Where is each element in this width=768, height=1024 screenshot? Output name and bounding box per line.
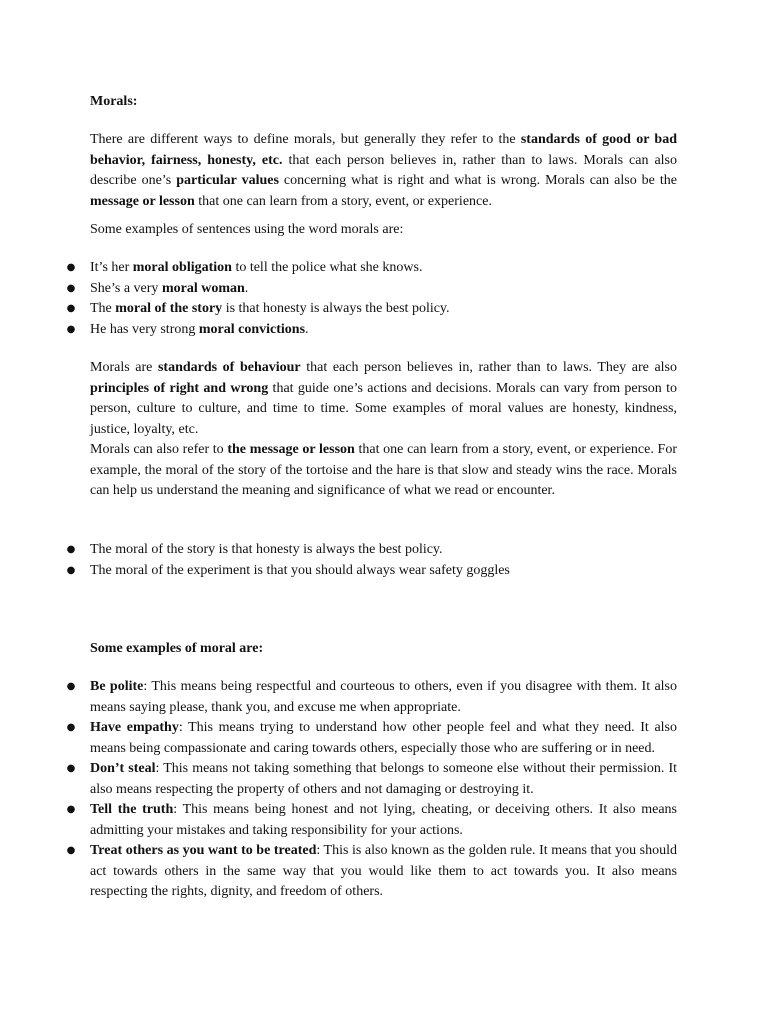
list-item [66,561,677,582]
bold-term: moral of the story [115,301,223,316]
bold-term: the message or lesson [227,442,355,457]
bold-term: message or lesson [90,193,195,209]
text-run: He has very strong [90,321,199,337]
bullet-icon: ● [66,763,76,774]
paragraph-lesson [90,440,677,502]
text-run: There are different ways to define morals, but generally they refer to the [90,132,521,147]
bold-term: Have empathy [90,720,179,735]
bold-term: Don’t steal [90,761,156,776]
text-run: that guide one’s actions and decisions. Morals can vary from person to person, culture to culture, and time to time. Some examples of moral values are honesty, kindness, justice, loyalty, etc. [90,380,678,437]
text-run: that each person believes in, rather than to laws. Morals can also describe one’s [90,152,677,188]
list-item [66,279,677,300]
text-run: . [305,321,309,337]
text-run: The moral of the story is that honesty is always the best policy. [90,542,443,557]
bullet-icon: ● [66,323,76,335]
moral-examples-list [66,540,677,581]
list-item [66,800,677,841]
list-item [66,841,677,903]
section-heading: Some examples of moral are: [90,641,264,656]
paragraph-examples-intro: Some examples of sentences using the word morals are: [90,222,404,237]
bold-term: principles of right and wrong [90,380,269,396]
text-run: . [244,280,249,296]
paragraph-definition [90,130,677,212]
bold-term: particular values [176,173,279,188]
text-run: : This is also known as the golden rule. It means that you should act towards others in the same way that you would like them to act towards you. It also means respecting the rights, dignity, and freedom of others. [90,843,677,899]
bold-term: Tell the truth [90,802,174,817]
list-item [66,299,677,320]
text-run: concerning what is right and what is wrong. Morals can also be the [278,173,677,188]
paragraph-standards [90,358,677,440]
list-item [66,540,677,561]
example-sentences-list [66,258,677,340]
text-run: She’s a very [90,280,162,296]
bullet-icon: ● [66,544,76,555]
bold-term: standards of good or bad behavior, fairness, honesty, etc. [90,132,677,168]
bullet-icon: ● [66,804,76,815]
bullet-icon: ● [66,303,76,314]
page-title: Morals: [90,94,138,109]
bold-term: standards of behaviour [157,360,301,375]
list-item [66,320,677,341]
text-run: : This means not taking something that belongs to someone else without their permission. It also means respecting the property of others and not damaging or destroying it. [90,761,677,797]
list-item [66,677,677,718]
list-item [66,258,677,279]
list-item [66,759,677,800]
bold-term: moral convictions [198,321,306,337]
bullet-icon: ● [66,681,76,692]
text-run: The [90,301,116,316]
text-run: Morals can also refer to [90,442,228,457]
bullet-icon: ● [66,845,76,856]
text-run: to tell the police what she knows. [231,260,423,275]
text-run: : This means being respectful and courteous to others, even if you disagree with them. It also means saying please, thank you, and excuse me when appropriate. [90,679,677,715]
bold-term: Treat others as you want to be treated [90,843,317,858]
text-run: Morals are [90,360,158,375]
list-item [66,718,677,759]
bold-term: moral woman [161,280,245,296]
text-run: : This means being honest and not lying, cheating, or deceiving others. It also means admitting your mistakes and taking responsibility for your actions. [90,802,677,838]
bullet-icon: ● [66,282,76,294]
text-run: that one can learn from a story, event, or experience. For example, the moral of the story of the tortoise and the hare is that slow and steady wins the race. Morals can help us understand the meaning and significance of what we read or encounter. [90,442,677,498]
bullet-icon: ● [66,262,76,273]
text-run: The moral of the experiment is that you should always wear safety goggles [90,562,510,578]
text-run: that each person believes in, rather than to laws. They are also [300,360,677,375]
moral-values-list [66,677,677,903]
text-run: : This means trying to understand how other people feel and what they need. It also means being compassionate and caring towards others, especially those who are suffering or in need. [90,720,677,756]
bold-term: moral obligation [132,260,232,275]
text-run: It’s her [90,260,133,275]
bullet-icon: ● [66,722,76,733]
text-run: that one can learn from a story, event, or experience. [194,193,492,209]
bullet-icon: ● [66,564,76,576]
bold-term: Be polite [90,679,144,694]
text-run: is that honesty is always the best policy. [222,301,450,316]
